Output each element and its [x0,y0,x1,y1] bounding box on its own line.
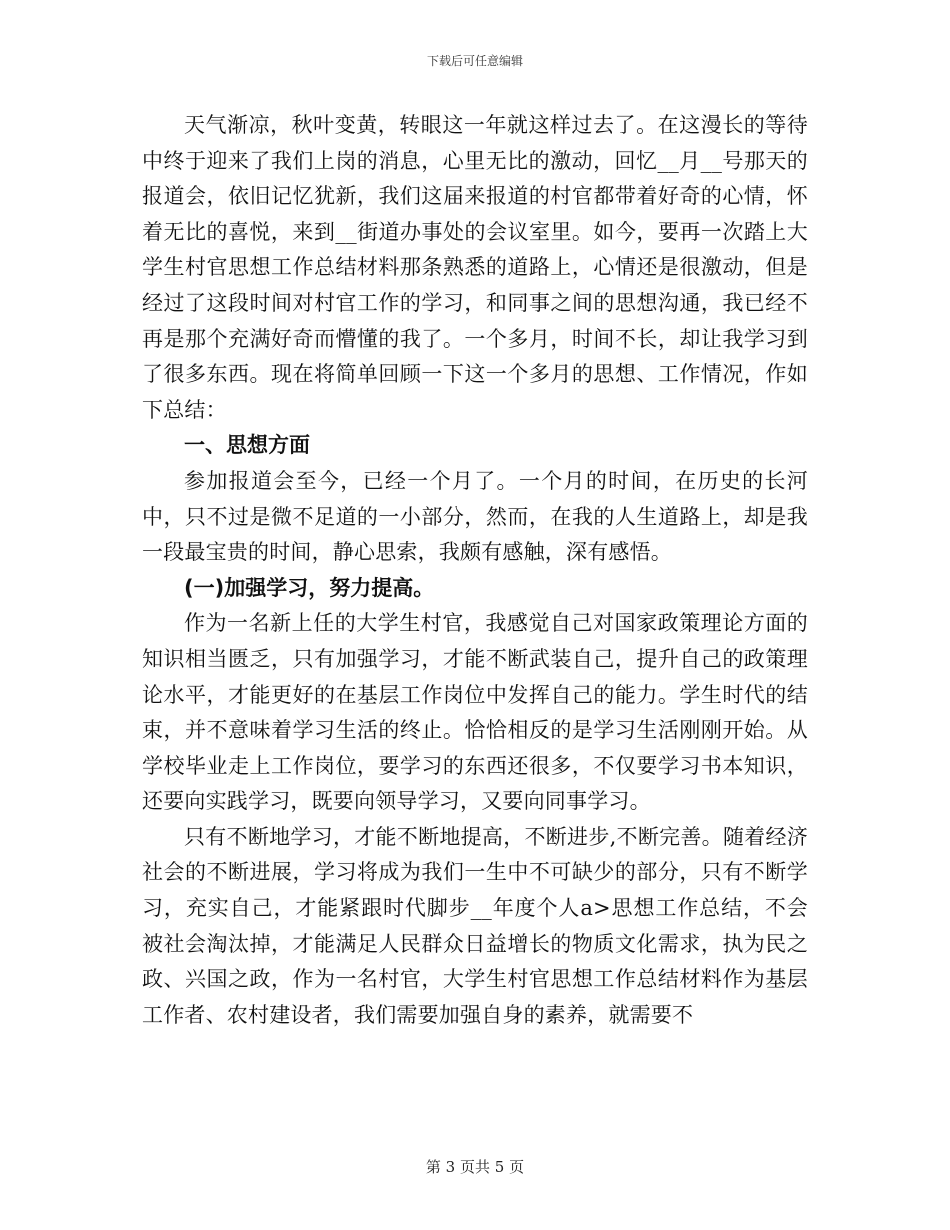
page-number-footer: 第 3 页共 5 页 [425,1158,525,1176]
section-heading-ideology: 一、思想方面 [184,433,310,458]
intro-paragraph: 天气渐凉，秋叶变黄，转眼这一年就这样过去了。在这漫长的等待中终于迎来了我们上岗的消息，心里无比的激动，回忆__月__号那天的报道会，依旧记忆犹新，我们这届来报道的村官都带着好奇的心情，怀着无比的喜悦，来到__街道办事处的会议室里。如今，要再一次踏上大学生村官思想工作总结材料那条熟悉的道路上，心情还是很激动，但是经过了这段时间对村官工作的学习，和同事之间的思想沟通，我已经不再是那个充满好奇而懵懂的我了。一个多月，时间不长，却让我学习到了很多东西。现在将简单回顾一下这一个多月的思想、工作情况，作如下总结： [142,113,808,422]
subsection-heading-study: (一)加强学习，努力提高。 [184,575,435,600]
document-body [142,108,808,1033]
continuous-learning-paragraph: 只有不断地学习，才能不断地提高，不断进步,不断完善。随着经济社会的不断进展，学习将成为我们一生中不可缺少的部分，只有不断学习，充实自己，才能紧跟时代脚步__年度个人a>思想工作总结，不会被社会淘汰掉，才能满足人民群众日益增长的物质文化需求，执为民之政、兴国之政，作为一名村官，大学生村官思想工作总结材料作为基层工作者、农村建设者，我们需要加强自身的素养，就需要不 [142,824,808,1027]
page-header: 下载后可任意编辑 [426,54,523,68]
study-paragraph: 作为一名新上任的大学生村官，我感觉自己对国家政策理论方面的知识相当匮乏，只有加强学习，才能不断武装自己，提升自己的政策理论水平，才能更好的在基层工作岗位中发挥自己的能力。学生时代的结束，并不意味着学习生活的终止。恰恰相反的是学习生活刚刚开始。从学校毕业走上工作岗位，要学习的东西还很多，不仅要学习书本知识，还要向实践学习，既要向领导学习，又要向同事学习。 [142,611,808,814]
ideology-paragraph: 参加报道会至今，已经一个月了。一个月的时间，在历史的长河中，只不过是微不足道的一小部分，然而，在我的人生道路上，却是我一段最宝贵的时间，静心思索，我颇有感触，深有感悟。 [142,468,808,565]
